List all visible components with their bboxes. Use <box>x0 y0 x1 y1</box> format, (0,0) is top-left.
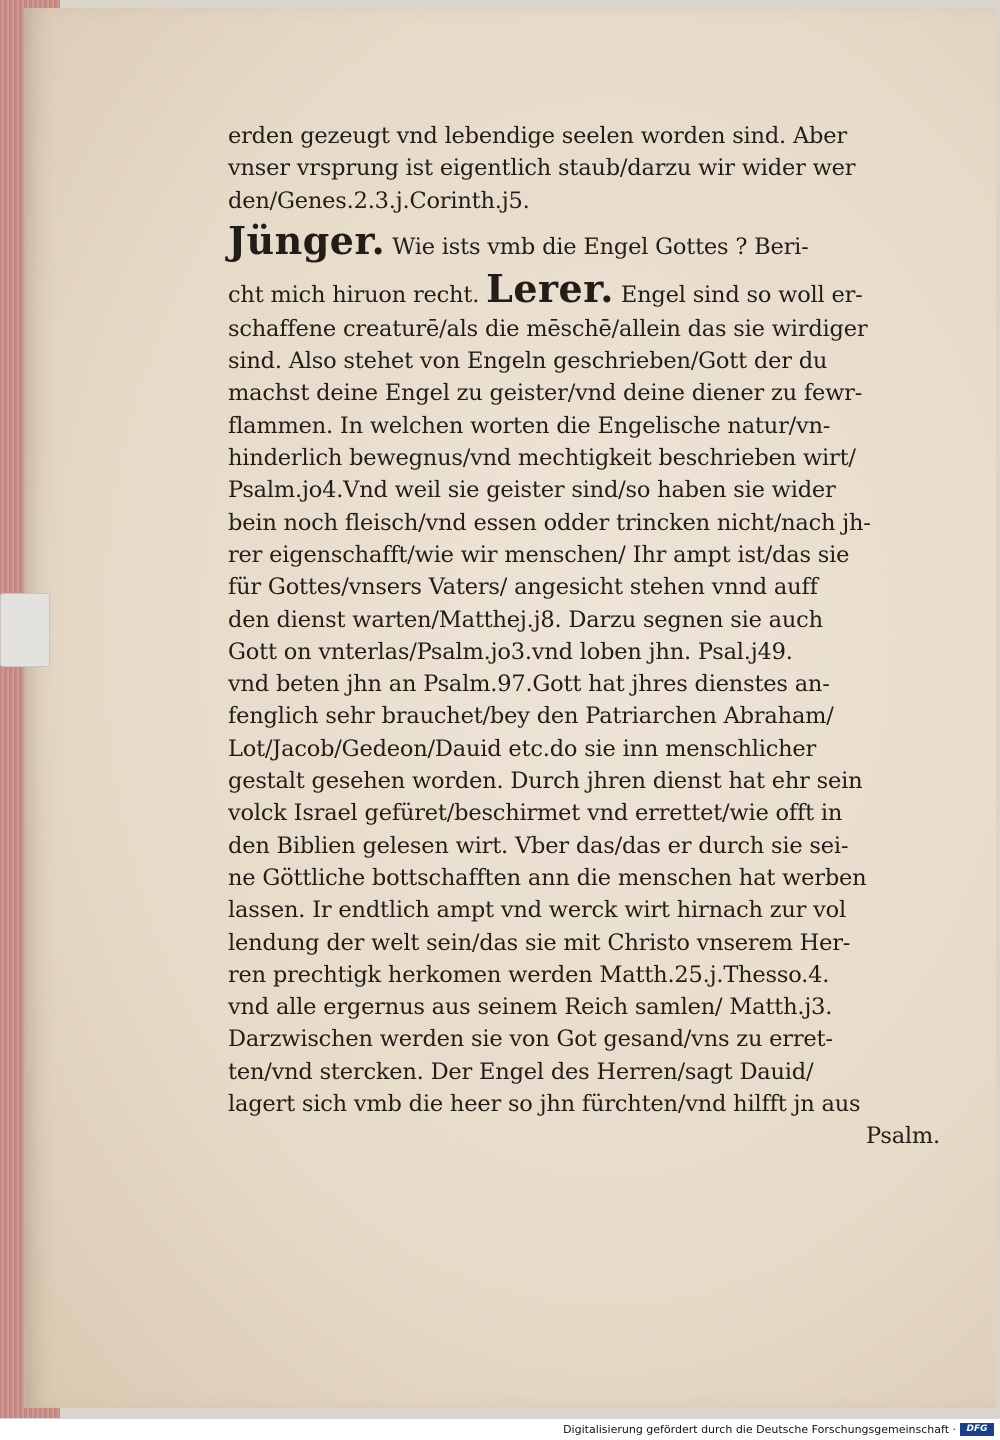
text-line: lagert sich vmb die heer so jhn fürchten/vnd hilfft jn aus <box>228 1091 861 1118</box>
text-line: Darzwischen werden sie von Got gesand/vns zu erret‑ <box>228 1026 833 1053</box>
text-line: ren prechtigk herkomen werden Matth.25.j.Thesso.4. <box>228 961 830 988</box>
lerer-line <box>228 265 948 313</box>
text-line: Lot/Jacob/Gedeon/Dauid etc.do sie inn menschlicher <box>228 735 817 762</box>
text-line: schaffene creaturē/als die mēschē/allein das sie wirdiger <box>228 315 868 342</box>
text-line: ten/vnd stercken. Der Engel des Herren/sagt Dauid/ <box>228 1058 814 1085</box>
text-line: bein noch fleisch/vnd essen odder trincken nicht/nach jh‑ <box>228 509 871 536</box>
catchword: Psalm. <box>866 1123 940 1150</box>
text-line: für Gottes/vnsers Vaters/ angesicht stehen vnnd auff <box>228 574 818 601</box>
lerer-heading: Lerer. <box>486 265 614 311</box>
text-line: flammen. In welchen worten die Engelische natur/vn‑ <box>228 412 831 439</box>
text-line: sind. Also stehet von Engeln geschrieben/Gott der du <box>228 348 828 375</box>
text-line: fenglich sehr brauchet/bey den Patriarchen Abraham/ <box>228 703 834 730</box>
funding-notice: Digitalisierung gefördert durch die Deutsche Forschungsgemeinschaft · <box>563 1423 956 1436</box>
text-line: lassen. Ir endtlich ampt vnd werck wirt hirnach zur vol <box>228 897 847 924</box>
text-line: vnd alle ergernus aus seinem Reich samlen/ Matth.j3. <box>228 994 833 1021</box>
lerer-answer: Engel sind so woll er‑ <box>620 281 863 308</box>
text-line: Psalm.jo4.Vnd weil sie geister sind/so haben sie wider <box>228 477 836 504</box>
text-line: lendung der welt sein/das sie mit Christo vnserem Her‑ <box>228 929 851 956</box>
junger-heading: Jünger. <box>228 217 386 263</box>
junger-line <box>228 217 948 265</box>
text-line: den/Genes.2.3.j.Corinth.j5. <box>228 187 530 214</box>
page-tab-marker <box>0 593 50 667</box>
page-text <box>228 120 948 1153</box>
text-line: Gott on vnterlas/Psalm.jo3.vnd loben jhn. Psal.j49. <box>228 638 793 665</box>
text-line: den Biblien gelesen wirt. Vber das/das er durch sie sei‑ <box>228 832 849 859</box>
text-line: vnser vrsprung ist eigentlich staub/darzu wir wider wer <box>228 155 856 182</box>
junger-question: Wie ists vmb die Engel Gottes ? Beri‑ <box>392 233 809 260</box>
lerer-lead-text: cht mich hiruon recht. <box>228 281 480 308</box>
text-line: erden gezeugt vnd lebendige seelen worden sind. Aber <box>228 123 847 149</box>
dfg-logo-icon: DFG <box>960 1423 994 1436</box>
text-line: den dienst warten/Matthej.j8. Darzu segnen sie auch <box>228 606 823 633</box>
text-line: volck Israel gefüret/beschirmet vnd errettet/wie offt in <box>228 800 843 827</box>
text-line: ne Göttliche bottschafften ann die menschen hat werben <box>228 864 867 891</box>
text-line: rer eigenschafft/wie wir menschen/ Ihr ampt ist/das sie <box>228 541 850 568</box>
text-line: gestalt gesehen worden. Durch jhren dienst hat ehr sein <box>228 768 863 795</box>
text-line: vnd beten jhn an Psalm.97.Gott hat jhres dienstes an‑ <box>228 671 830 698</box>
text-line: hinderlich bewegnus/vnd mechtigkeit beschrieben wirt/ <box>228 445 856 472</box>
footer-bar <box>0 1418 1000 1440</box>
text-line: machst deine Engel zu geister/vnd deine diener zu fewr‑ <box>228 380 863 407</box>
